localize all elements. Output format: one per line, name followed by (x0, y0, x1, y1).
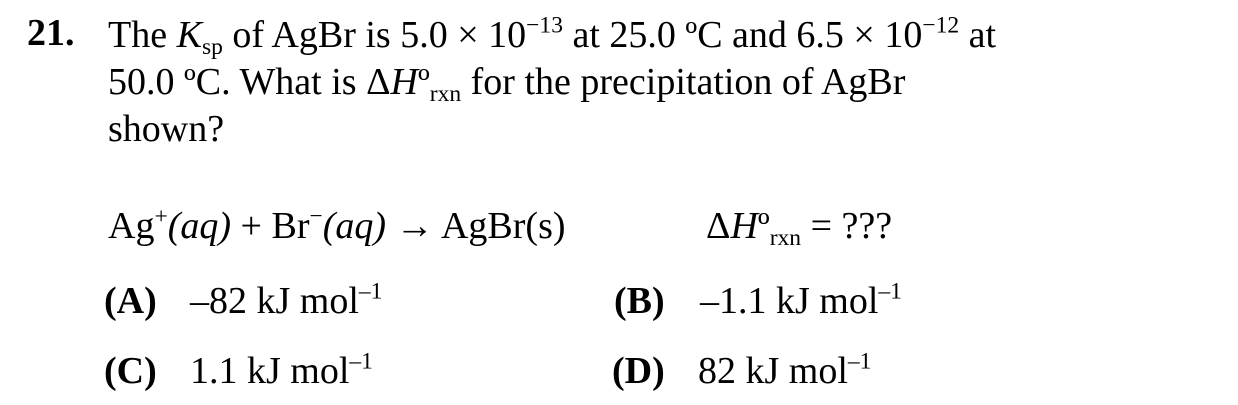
question-line-3: shown? (108, 108, 225, 150)
choice-b[interactable]: (B) –1.1 kJ mol$^{-1}$ (614, 278, 902, 322)
choice-value: 82 kJ mol (698, 350, 848, 392)
choice-value: –82 kJ mol (190, 280, 359, 322)
choice-value: 1.1 kJ mol (190, 350, 350, 392)
choice-d[interactable]: (D) 82 kJ mol$^{-1}$ (612, 348, 872, 392)
choice-letter: (D) (612, 350, 665, 392)
reaction-equation: Ag+(aq) + Br−(aq) → AgBr(s) (108, 203, 566, 247)
choice-a[interactable]: (A) –82 kJ mol$^{-1}$ (104, 278, 383, 322)
choice-letter: (C) (104, 350, 157, 392)
choice-letter: (A) (104, 280, 157, 322)
question-line-1: The $K_{sp}$ of AgBr is $5.0 \times 10^{-13}$ at 25.0 ºC and $6.5 \times 10^{-12}$ at (108, 12, 997, 61)
enthalpy-expression: ΔHº$_{rxn}$ = ??? (706, 205, 893, 252)
choice-letter: (B) (614, 280, 665, 322)
question-text (108, 12, 1218, 153)
question-line-2: 50.0 ºC. What is ΔHº$_{rxn}$ for the precipitation of AgBr (108, 61, 906, 108)
choice-value: –1.1 kJ mol (700, 280, 879, 322)
choice-c[interactable]: (C) 1.1 kJ mol$^{-1}$ (104, 348, 373, 392)
question-number: 21. (27, 12, 75, 54)
